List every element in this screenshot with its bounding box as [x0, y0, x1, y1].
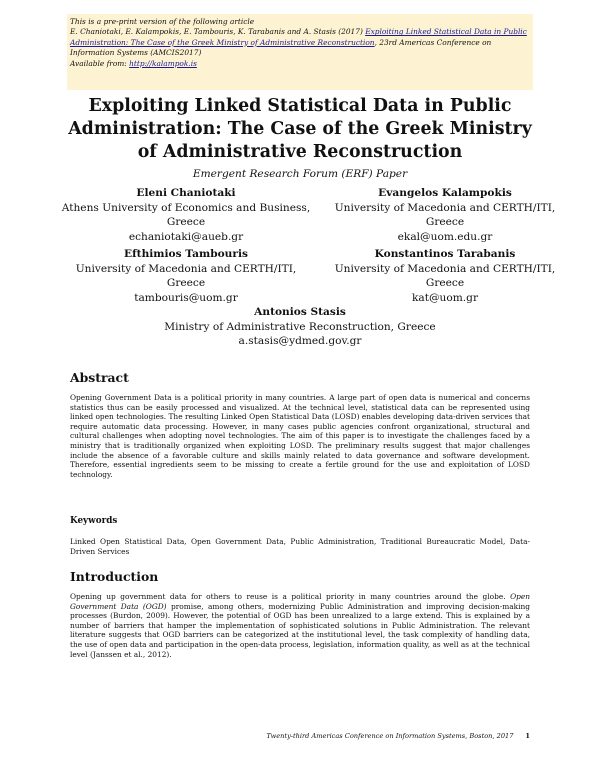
- intro-rest: promise, among others, modernizing Public Administration and improving decision-making processes (Burdon, 2009). However, the potential of OGD has been unrealized to a large extend. This is explained by a number of barriers that hamper the implementation of sophisticated solutions in Public Administration. The relevant literature suggests that OGD barriers can be categorized at the institutional level, the task complexity of handling data, the use of open data and participation in the open-data process, legislation, information quality, as well as at the technical level (Janssen et al., 2012).: [70, 601, 530, 659]
- author-email: tambouris@uom.gr: [134, 291, 238, 304]
- keywords-text: Linked Open Statistical Data, Open Government Data, Public Administration, Traditional Bureaucratic Model, Data-Driven Services: [70, 537, 530, 556]
- author-email: ekal@uom.edu.gr: [397, 230, 493, 243]
- preprint-venue: , 23rd Americas Conference on Information Systems (AMCIS2017): [70, 37, 492, 58]
- author-name: Antonios Stasis: [254, 306, 346, 318]
- author-affiliation: Athens University of Economics and Business, Greece: [61, 201, 311, 229]
- author-block: [57, 247, 315, 305]
- preprint-available: [70, 59, 530, 69]
- author-block: [316, 247, 574, 305]
- abstract-heading: Abstract: [70, 370, 129, 385]
- author-block: [316, 186, 574, 244]
- author-email: kat@uom.gr: [411, 291, 479, 304]
- author-block: [57, 186, 315, 244]
- keywords-heading: Keywords: [70, 516, 118, 526]
- available-link[interactable]: http://kalampok.is: [129, 58, 197, 68]
- author-name: Efthimios Tambouris: [124, 248, 248, 260]
- author-name: Eleni Chaniotaki: [136, 187, 236, 199]
- intro-italic-term: Open Government Data (OGD): [70, 592, 530, 611]
- paper-subtitle: Emergent Research Forum (ERF) Paper: [192, 168, 408, 180]
- abstract-text: Opening Government Data is a political priority in many countries. A large part of open data is numerical and concerns statistics thus can be easily processed and visualized. At the technical level, statistical data can be represented using linked open technologies. The resulting Linked Open Statistical Data (LOSD) enables developing data-driven services that require automatic data processing. However, in many cases public agencies confront organizational, structural and cultural challenges when adopting novel technologies. The aim of this paper is to investigate the challenges faced by a ministry that is traditionally organized when exploiting LOSD. The preliminary results suggest that major challenges include the absence of a favorable culture and skills mainly related to data governance and software development. Therefore, essential ingredients seem to be missing to create a fertile ground for the use and exploitation of LOSD technology.: [70, 393, 530, 479]
- author-name: Konstantinos Tarabanis: [374, 248, 516, 260]
- author-affiliation: University of Macedonia and CERTH/ITI, Greece: [75, 262, 297, 290]
- author-affiliation: University of Macedonia and CERTH/ITI, Greece: [334, 262, 556, 290]
- author-email: a.stasis@ydmed.gov.gr: [238, 335, 362, 348]
- author-email: echaniotaki@aueb.gr: [128, 230, 244, 243]
- intro-lead: Opening up government data for others to reuse is a political priority in many countries around the globe.: [70, 592, 511, 601]
- page-number: 1: [525, 732, 530, 740]
- preprint-notice: [67, 14, 533, 90]
- available-label: Available from:: [70, 58, 130, 68]
- preprint-citation: [70, 27, 530, 58]
- author-affiliation: University of Macedonia and CERTH/ITI, Greece: [334, 201, 556, 229]
- author-block: [150, 305, 450, 349]
- paper-title: Exploiting Linked Statistical Data in Public Administration: The Case of the Greek Ministry of Administrative Reconstruction: [68, 96, 532, 162]
- preprint-authors: E. Chaniotaki, E. Kalampokis, E. Tambouris, K. Tarabanis and A. Stasis (2017): [70, 27, 366, 37]
- article-link[interactable]: Exploiting Linked Statistical Data in Public Administration: The Case of the Greek Ministry of Administrative Reconstruction: [70, 27, 527, 47]
- introduction-heading: Introduction: [70, 569, 159, 584]
- introduction-text: [70, 592, 530, 659]
- preprint-line: This is a pre-print version of the following article: [70, 17, 255, 26]
- page-footer: [150, 732, 530, 740]
- author-affiliation: Ministry of Administrative Reconstruction, Greece: [164, 320, 436, 333]
- author-name: Evangelos Kalampokis: [378, 187, 512, 199]
- footer-conference: Twenty-third Americas Conference on Information Systems, Boston, 2017: [266, 732, 514, 740]
